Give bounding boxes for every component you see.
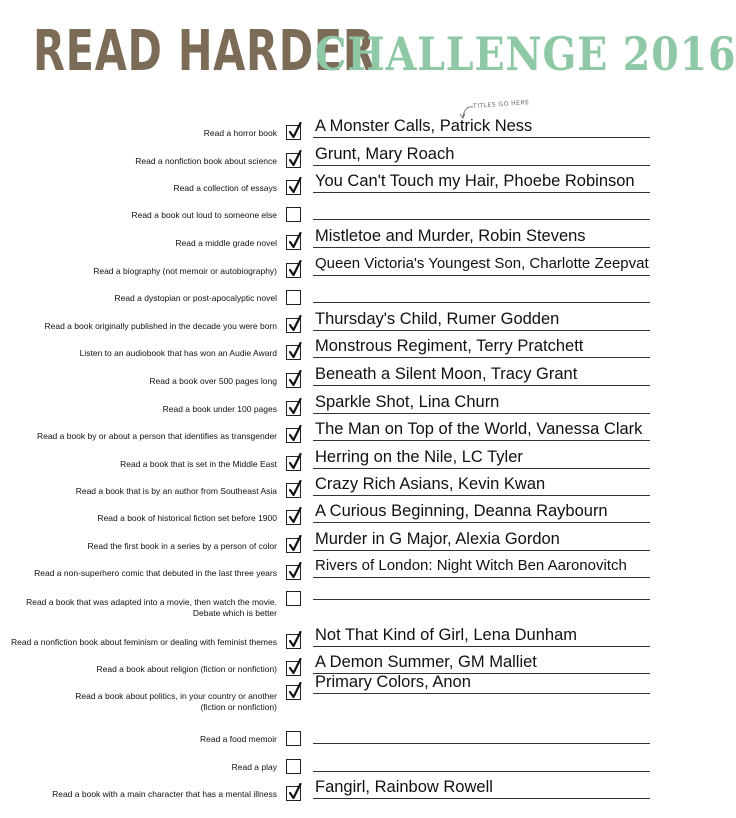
checkbox[interactable] [286, 786, 301, 801]
book-title[interactable]: Crazy Rich Asians, Kevin Kwan [315, 475, 546, 493]
checkbox[interactable] [286, 235, 301, 250]
title-line [313, 646, 650, 647]
checkbox[interactable] [286, 565, 301, 580]
book-title[interactable]: Herring on the Nile, LC Tyler [315, 448, 523, 466]
task-label: Read a book with a main character that has a mental illness [52, 789, 277, 799]
title-line [313, 275, 650, 276]
titles-go-here-annotation: TITLES GO HERE [472, 99, 530, 110]
checkbox[interactable] [286, 591, 301, 606]
book-title[interactable]: Thursday's Child, Rumer Godden [315, 310, 560, 328]
checkmark-icon [288, 631, 302, 649]
task-label: Read a non-superhero comic that debuted in the last three years [34, 568, 277, 578]
task-label: Read a book originally published in the decade you were born [44, 321, 277, 331]
checkbox[interactable] [286, 345, 301, 360]
checkbox[interactable] [286, 428, 301, 443]
task-label: Read a nonfiction book about science [135, 156, 277, 166]
task-label: Read a book about politics, in your country or another (fiction or nonfiction) [75, 691, 277, 712]
checkbox[interactable] [286, 207, 301, 222]
checkmark-icon [288, 682, 302, 700]
checkbox[interactable] [286, 634, 301, 649]
book-title[interactable]: Rivers of London: Night Witch Ben Aaronovitch [315, 557, 627, 574]
book-title[interactable]: A Monster Calls, Patrick Ness [315, 117, 533, 135]
task-label: Read a horror book [203, 128, 277, 138]
task-label: Read a biography (not memoir or autobiography) [93, 266, 277, 276]
checkmark-icon [288, 122, 302, 140]
title-line [313, 385, 650, 386]
title-line [313, 743, 650, 744]
checkmark-icon [288, 342, 302, 360]
book-title[interactable]: Primary Colors, Anon [315, 673, 471, 691]
checkbox[interactable] [286, 661, 301, 676]
title-line [313, 137, 650, 138]
title-line [313, 192, 650, 193]
checkmark-icon [288, 425, 302, 443]
checkbox[interactable] [286, 153, 301, 168]
checkbox[interactable] [286, 759, 301, 774]
title-line [313, 577, 650, 578]
task-label: Read a book over 500 pages long [149, 376, 277, 386]
checkbox[interactable] [286, 318, 301, 333]
book-title[interactable]: Sparkle Shot, Lina Churn [315, 393, 500, 411]
task-label: Read a food memoir [199, 734, 277, 744]
task-label: Read a book by or about a person that identifies as transgender [36, 431, 277, 441]
task-label: Read a book out loud to someone else [131, 210, 277, 220]
book-title[interactable]: Beneath a Silent Moon, Tracy Grant [315, 365, 578, 383]
title-line [313, 413, 650, 414]
book-title[interactable]: A Demon Summer, GM Malliet [315, 653, 537, 671]
book-title[interactable]: Mistletoe and Murder, Robin Stevens [315, 227, 586, 245]
task-label: Read a book that was adapted into a movie, then watch the movie. Debate which is better [26, 597, 277, 618]
checkmark-icon [288, 150, 302, 168]
title-line [313, 302, 650, 303]
title-line [313, 165, 650, 166]
checkbox[interactable] [286, 483, 301, 498]
checkbox[interactable] [286, 510, 301, 525]
checkbox[interactable] [286, 373, 301, 388]
task-label: Read a book about religion (fiction or nonfiction) [96, 664, 277, 674]
title-line [313, 771, 650, 772]
checkmark-icon [288, 453, 302, 471]
title-challenge-2016: CHALLENGE 2016 [315, 27, 736, 81]
task-label: Read a middle grade novel [175, 238, 277, 248]
task-label: Read a dystopian or post-apocalyptic novel [114, 293, 277, 303]
task-label: Read a collection of essays [173, 183, 277, 193]
title-line [313, 468, 650, 469]
checkmark-icon [288, 658, 302, 676]
book-title[interactable]: Monstrous Regiment, Terry Pratchett [315, 337, 584, 355]
checkbox[interactable] [286, 180, 301, 195]
task-label: Read a book under 100 pages [162, 404, 277, 414]
book-title[interactable]: Fangirl, Rainbow Rowell [315, 778, 493, 796]
task-label: Read a book of historical fiction set before 1900 [97, 513, 277, 523]
title-line [313, 798, 650, 799]
title-line [313, 330, 650, 331]
title-line [313, 599, 650, 600]
title-read-harder: READ HARDER [33, 19, 376, 84]
checkbox[interactable] [286, 456, 301, 471]
task-label: Read a book that is by an author from Southeast Asia [75, 486, 277, 496]
title-line [313, 357, 650, 358]
title-line [313, 247, 650, 248]
title-line [313, 550, 650, 551]
checkmark-icon [288, 370, 302, 388]
checkmark-icon [288, 507, 302, 525]
task-label: Listen to an audiobook that has won an Audie Award [79, 348, 277, 358]
title-line [313, 693, 650, 694]
checkmark-icon [288, 783, 302, 801]
book-title[interactable]: The Man on Top of the World, Vanessa Clark [315, 420, 643, 438]
checkmark-icon [288, 177, 302, 195]
checkbox[interactable] [286, 263, 301, 278]
book-title[interactable]: Murder in G Major, Alexia Gordon [315, 530, 560, 548]
checkmark-icon [288, 562, 302, 580]
title-line [313, 440, 650, 441]
checkbox[interactable] [286, 538, 301, 553]
book-title[interactable]: Queen Victoria's Youngest Son, Charlotte Zeepvat [315, 255, 649, 272]
title-line [313, 219, 650, 220]
book-title[interactable]: A Curious Beginning, Deanna Raybourn [315, 502, 608, 520]
checkmark-icon [288, 232, 302, 250]
checkmark-icon [288, 535, 302, 553]
checkbox[interactable] [286, 290, 301, 305]
task-label: Read a play [231, 762, 277, 772]
checkbox[interactable] [286, 731, 301, 746]
checkmark-icon [288, 480, 302, 498]
checkmark-icon [288, 260, 302, 278]
task-label: Read a nonfiction book about feminism or dealing with feminist themes [10, 637, 277, 647]
checkmark-icon [288, 398, 302, 416]
book-title[interactable]: You Can't Touch my Hair, Phoebe Robinson [315, 172, 635, 190]
checkbox[interactable] [286, 125, 301, 140]
book-title[interactable]: Not That Kind of Girl, Lena Dunham [315, 626, 578, 644]
title-line [313, 522, 650, 523]
checkmark-icon [288, 315, 302, 333]
task-label: Read a book that is set in the Middle East [120, 459, 277, 469]
task-label: Read the first book in a series by a person of color [87, 541, 277, 551]
page-title [33, 19, 736, 84]
title-line [313, 495, 650, 496]
checkbox[interactable] [286, 685, 301, 700]
book-title[interactable]: Grunt, Mary Roach [315, 145, 455, 163]
checkbox[interactable] [286, 401, 301, 416]
